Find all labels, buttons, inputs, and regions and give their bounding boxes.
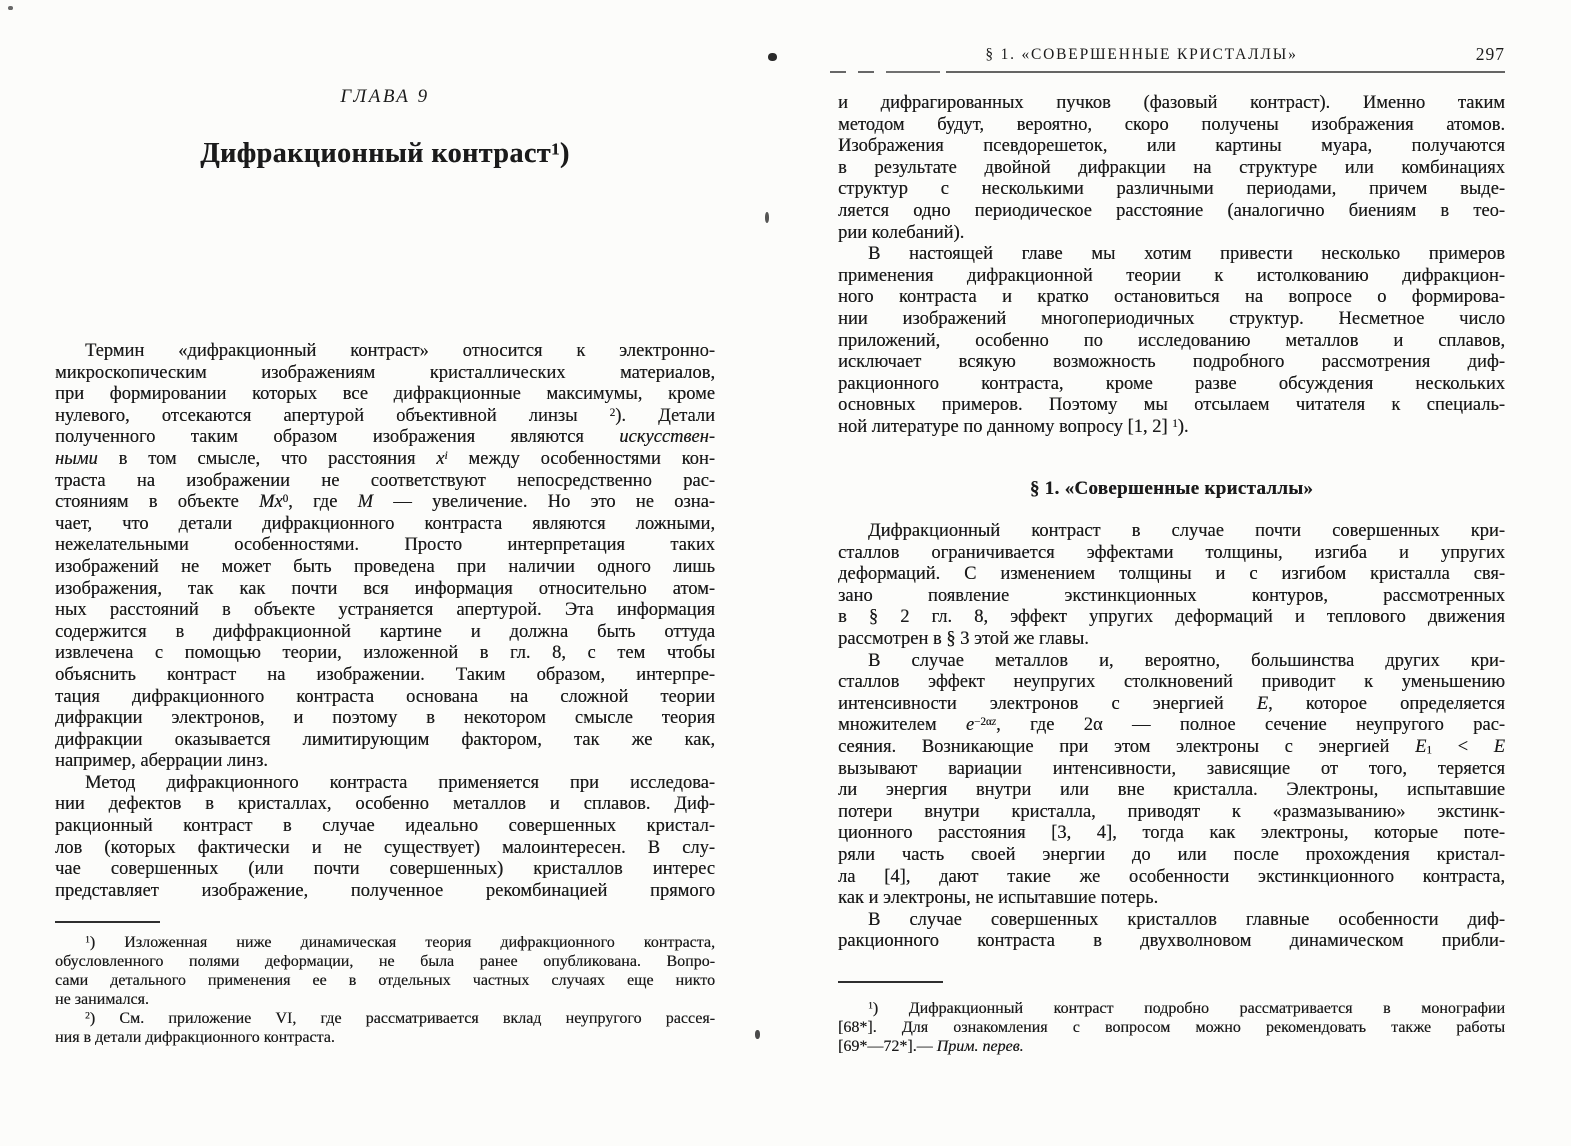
- text-line: вызывают вариации интенсивности, зависящие от того, теряется: [838, 758, 1505, 779]
- scan-speck: [768, 53, 777, 61]
- text-line: ряли часть своей энергии до или после прохождения кристал-: [838, 844, 1505, 865]
- paragraph: [838, 651, 1505, 910]
- text-line: ной литературе по данному вопросу [1, 2] $^1$).: [838, 416, 1189, 437]
- footnote-separator: [55, 921, 160, 923]
- paragraph: [838, 521, 1505, 651]
- text-line: ного контраста и кратко остановиться на вопросе о формирова-: [838, 287, 1505, 308]
- text-line: содержится в диффракционной картине и должна быть оттуда: [55, 621, 715, 642]
- text-line: В настоящей главе мы хотим привести несколько примеров: [868, 244, 1505, 265]
- text-line: ракционного контраста, кроме разве обсуждения нескольких: [838, 373, 1505, 394]
- paragraph: [55, 933, 715, 1009]
- text-line: в § 2 гл. 8, эффект упругих деформаций и теплового движения: [838, 607, 1505, 628]
- left-page: [55, 0, 715, 1146]
- text-line: ных расстояний в объекте устраняется апертурой. Эта информация: [55, 600, 715, 621]
- text-line: траста на изображении не соответствуют непосредственно рас-: [55, 470, 715, 491]
- text-line: не занимался.: [55, 991, 149, 1008]
- text-line: рии колебаний).: [838, 222, 965, 243]
- text-line: тация дифракционного контраста основана на сложной теории: [55, 686, 715, 707]
- text-line: при формировании которых все дифракционные максимумы, кроме: [55, 384, 715, 405]
- text-line: рассмотрен в § 3 этой же главы.: [838, 628, 1089, 649]
- text-line: В случае совершенных кристаллов главные особенности диф-: [868, 909, 1505, 930]
- text-line: В случае металлов и, вероятно, большинства других кри-: [868, 650, 1505, 671]
- text-line: нежелательными особенностями. Просто интерпретация таких: [55, 535, 715, 556]
- text-line: чае совершенных (или почти совершенных) кристаллов интерес: [55, 859, 715, 880]
- text-line: зано появление экстинкционных контуров, рассмотренных: [838, 585, 1505, 606]
- text-line: нулевого, отсекаются апертурой объективной линзы $^2$). Детали: [55, 405, 715, 426]
- right-body-top: [838, 93, 1505, 439]
- text-line: и дифрагированных пучков (фазовый контраст). Именно таким: [838, 93, 1505, 113]
- paragraph: [838, 244, 1505, 438]
- right-page: [838, 0, 1505, 1146]
- text-line: Изображения псевдорешеток, или картины муара, получаются: [838, 136, 1505, 157]
- chapter-label: ГЛАВА 9: [340, 86, 430, 107]
- left-body-text: [55, 341, 715, 902]
- text-line: деформаций. С изменением толщины и с изгибом кристалла свя-: [838, 564, 1505, 585]
- text-line: извлечена с помощью теории, изложенной в гл. 8, с тем чтобы: [55, 643, 715, 664]
- text-line: в результате двойной дифракции на структуре или комбинациях: [838, 157, 1505, 178]
- text-line: приложений, особенно по исследованию металлов и сплавов,: [838, 330, 1505, 351]
- text-line: изображений не может быть проведена при наличии одного лишь: [55, 556, 715, 577]
- text-line: потери внутри кристалла, приводят к «размазыванию» экстинк-: [838, 801, 1505, 822]
- text-line: ционного расстояния [3, 4], тогда как электроны, которые поте-: [838, 823, 1505, 844]
- text-line: ными в том смысле, что расстояния $x^i$ между особенностями кон-: [55, 448, 715, 469]
- paragraph: [838, 999, 1505, 1056]
- text-line: $^2$) См. приложение VI, где рассматривается вклад неупругого рассея-: [85, 1010, 715, 1027]
- text-line: $^1$) Дифракционный контраст подробно рассматривается в монографии: [868, 1000, 1505, 1017]
- text-line: ли энергия внутри или вне кристалла. Электроны, испытавшие: [838, 780, 1505, 801]
- text-line: ляется одно периодическое расстояние (аналогично биениям в тео-: [838, 200, 1505, 221]
- text-line: лов (которых фактически и не существует) малоинтересен. В слу-: [55, 837, 715, 858]
- right-body-main: [838, 521, 1505, 953]
- text-line: множителем $e^{-2\alpha z}$, где 2α — полное сечение неупругого рас-: [838, 715, 1505, 736]
- text-line: дифракции электронов, и поэтому в некотором смысле теория: [55, 708, 715, 729]
- text-line: сами детального применения ее в отдельных частных случаях еще никто: [55, 972, 715, 989]
- text-line: сеяния. Возникающие при этом электроны с энергией $E_1 < E$: [838, 736, 1506, 757]
- text-line: Дифракционный контраст в случае почти совершенных кри-: [868, 521, 1505, 541]
- scan-speck: [755, 1030, 760, 1039]
- running-head: § 1. «СОВЕРШЕННЫЕ КРИСТАЛЛЫ»: [985, 46, 1298, 63]
- text-line: ла [4], дают такие же особенности экстинкционного контраста,: [838, 866, 1505, 887]
- text-line: методом будут, вероятно, скоро получены изображения атомов.: [838, 114, 1505, 135]
- paragraph: [55, 341, 715, 773]
- text-line: ракционный контраст в случае идеально совершенных кристал-: [55, 816, 715, 837]
- paragraph: [55, 773, 715, 903]
- text-line: Метод дифракционного контраста применяется при исследова-: [85, 772, 715, 793]
- scan-speck: [765, 212, 769, 223]
- right-footnotes: [838, 999, 1505, 1056]
- text-line: Термин «дифракционный контраст» относится к электронно-: [85, 341, 715, 361]
- text-line: основных примеров. Поэтому мы отсылаем читателя к специаль-: [838, 395, 1505, 416]
- text-line: исключает всякую возможность подробного рассмотрения диф-: [838, 352, 1505, 373]
- section-heading: § 1. «Совершенные кристаллы»: [1029, 478, 1314, 499]
- text-line: обусловленного полями деформации, не была ранее опубликована. Вопро-: [55, 953, 715, 970]
- running-head-rule: [830, 71, 1505, 73]
- text-line: [69*—72*].— Прим. перев.: [838, 1038, 1024, 1055]
- text-line: сталлов эффект неупругих столкновений приводит к уменьшению: [838, 672, 1505, 693]
- text-line: сталлов ограничивается эффектами толщины, изгиба и упругих: [838, 542, 1505, 563]
- text-line: объяснить контраст на изображении. Таким образом, интерпре-: [55, 664, 715, 685]
- text-line: структур с несколькими различными периодами, причем выде-: [838, 179, 1505, 200]
- text-line: интенсивности электронов с энергией E, которое определяется: [838, 693, 1505, 714]
- left-footnotes: [55, 933, 715, 1047]
- text-line: применения дифракционной теории к истолкованию дифракцион-: [838, 265, 1505, 286]
- text-line: как и электроны, не испытавшие потерь.: [838, 888, 1159, 909]
- text-line: ния в детали дифракционного контраста.: [55, 1029, 335, 1046]
- text-line: например, аберрации линз.: [55, 751, 268, 772]
- footnote-separator: [838, 981, 943, 983]
- scan-speck: [8, 6, 13, 10]
- text-line: дифракции оказывается лимитирующим фактором, так же как,: [55, 729, 715, 750]
- paragraph: [838, 93, 1505, 244]
- text-line: нии дефектов в кристаллах, особенно металлов и сплавов. Диф-: [55, 794, 715, 815]
- text-line: $^1$) Изложенная ниже динамическая теория дифракционного контраста,: [85, 934, 715, 951]
- text-line: нии изображений многопериодичных структур. Несметное число: [838, 308, 1505, 329]
- chapter-title: Дифракционный контраст$^1$): [200, 138, 570, 169]
- text-line: ракционного контраста в двухволновом динамическом прибли-: [838, 931, 1505, 952]
- paragraph: [838, 910, 1505, 953]
- paragraph: [55, 1009, 715, 1047]
- text-line: представляет изображение, полученное рекомбинацией прямого: [55, 880, 715, 901]
- text-line: [68*]. Для ознакомления с вопросом можно рекомендовать также работы: [838, 1019, 1505, 1036]
- text-line: полученного таким образом изображения являются искусствен-: [55, 427, 715, 448]
- text-line: изображения, так как почти вся информация относительно атом-: [55, 578, 715, 599]
- text-line: микроскопическим изображениям кристаллических материалов,: [55, 362, 715, 383]
- text-line: стояниям в объекте Mx$^0$, где M — увеличение. Но это не озна-: [55, 492, 715, 513]
- text-line: чает, что детали дифракционного контраста являются ложными,: [55, 513, 715, 534]
- page-number: 297: [1475, 44, 1505, 64]
